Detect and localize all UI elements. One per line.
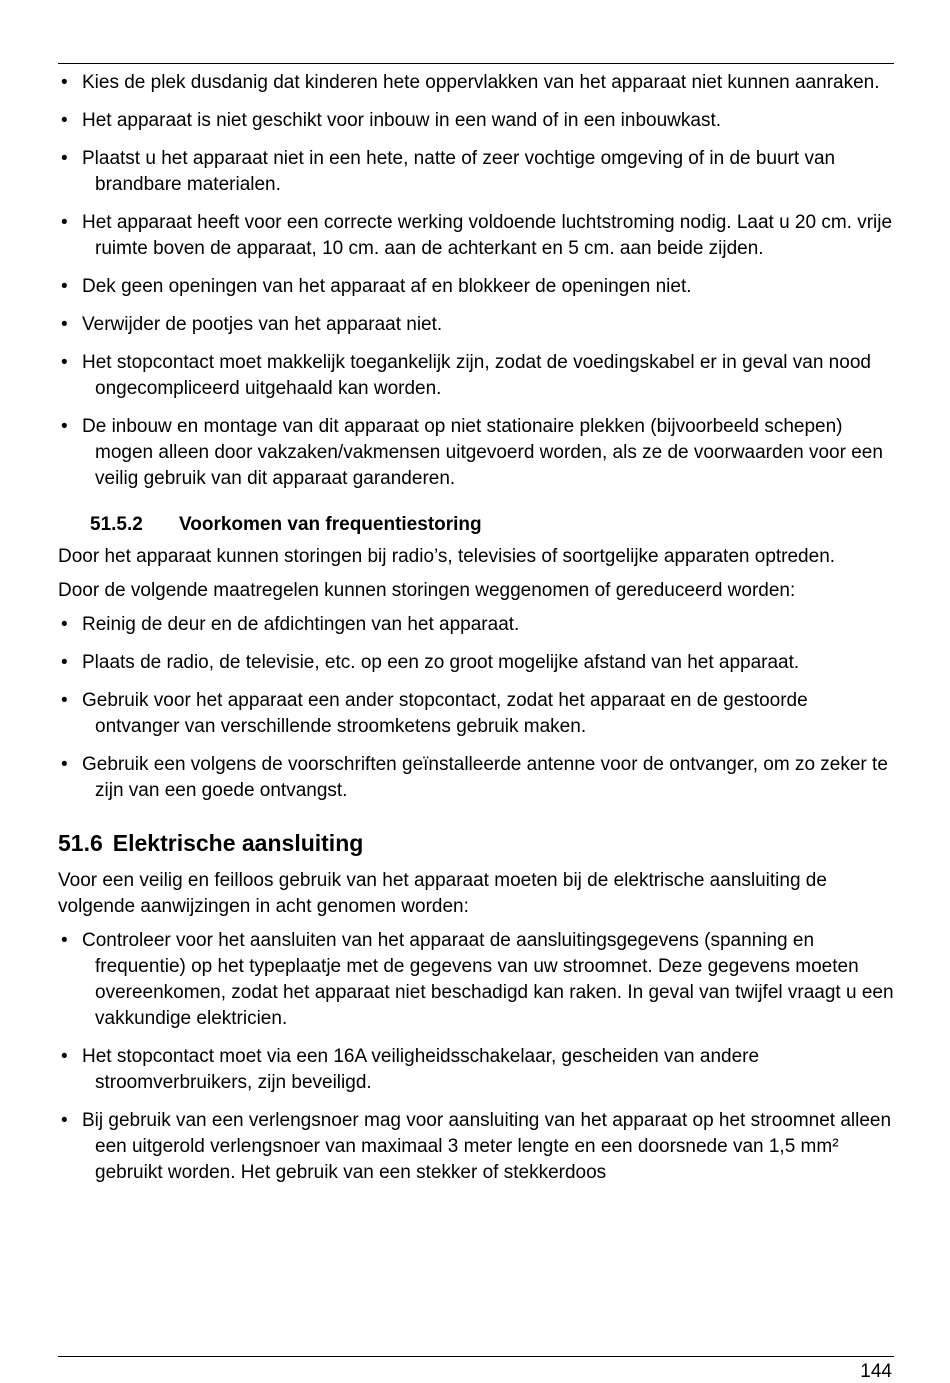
section-heading (58, 828, 894, 858)
bottom-rule (58, 1356, 894, 1357)
list-item-text: Plaats de radio, de televisie, etc. op een zo groot mogelijke afstand van het apparaat. (82, 652, 800, 673)
bullet-icon: • (61, 212, 68, 233)
bullet-icon: • (61, 276, 68, 297)
bullet-icon: • (61, 1110, 68, 1131)
subsection-paragraph-1: Door het apparaat kunnen storingen bij radio’s, televisies of soortgelijke apparaten optreden. (58, 546, 836, 567)
list-item (58, 752, 894, 804)
list-item-text: Het apparaat is niet geschikt voor inbouw in een wand of in een inbouwkast. (82, 110, 722, 131)
list-item-text: Kies de plek dusdanig dat kinderen hete oppervlakken van het apparaat niet kunnen aanraken. (82, 72, 880, 93)
list-item (58, 350, 894, 402)
list-item (58, 274, 894, 300)
page-content (58, 70, 894, 1198)
list-item (58, 612, 894, 638)
list-item (58, 688, 894, 740)
list-item (58, 146, 894, 198)
list-item (58, 650, 894, 676)
bullet-icon: • (61, 72, 68, 93)
list-item-text: Het apparaat heeft voor een correcte werking voldoende luchtstroming nodig. Laat u 20 cm. vrije ruimte boven de apparaat, 10 cm. aan de achterkant en 5 cm. aan beide zijden. (82, 212, 893, 259)
list-item-text: Gebruik voor het apparaat een ander stopcontact, zodat het apparaat en de gestoorde ontvanger van verschillende stroomketens gebruik maken. (82, 690, 808, 737)
list-item-text: Het stopcontact moet makkelijk toegankelijk zijn, zodat de voedingskabel er in geval van nood ongecompliceerd uitgehaald kan worden. (82, 352, 871, 399)
bullet-icon: • (61, 652, 68, 673)
top-rule (58, 63, 894, 64)
bullet-icon: • (61, 930, 68, 951)
list-item (58, 210, 894, 262)
list-item-text: Gebruik een volgens de voorschriften geïnstalleerde antenne voor de ontvanger, om zo zeker te zijn van een goede ontvangst. (82, 754, 888, 801)
list-item-text: Verwijder de pootjes van het apparaat niet. (82, 314, 443, 335)
bullet-icon: • (61, 416, 68, 437)
subsection-title: Voorkomen van frequentiestoring (179, 514, 482, 535)
subsection-heading (90, 512, 894, 538)
list-item-text: Het stopcontact moet via een 16A veiligheidsschakelaar, gescheiden van andere stroomverbruikers, zijn beveiligd. (82, 1046, 760, 1093)
bullet-icon: • (61, 148, 68, 169)
list-item-text: Controleer voor het aansluiten van het apparaat de aansluitingsgegevens (spanning en frequentie) op het typeplaatje met de gegevens van uw stroomnet. Deze gegevens moeten overeenkomen, zodat het apparaat niet beschadigd kan raken. In geval van twijfel vraagt u een vakkundige elektricien. (82, 930, 894, 1029)
bullet-icon: • (61, 1046, 68, 1067)
list-item-text: Plaatst u het apparaat niet in een hete, natte of zeer vochtige omgeving of in de buurt van brandbare materialen. (82, 148, 836, 195)
bullet-icon: • (61, 352, 68, 373)
intro-bullet-list (58, 70, 894, 492)
page-number: 144 (860, 1361, 892, 1382)
list-item (58, 1044, 894, 1096)
electrical-bullet-list (58, 928, 894, 1186)
section-number: 51.6 (58, 830, 103, 856)
list-item (58, 108, 894, 134)
interference-bullet-list (58, 612, 894, 804)
subsection-paragraph-2: Door de volgende maatregelen kunnen storingen weggenomen of gereduceerd worden: (58, 580, 796, 601)
list-item-text: Dek geen openingen van het apparaat af en blokkeer de openingen niet. (82, 276, 692, 297)
list-item (58, 1108, 894, 1186)
list-item-text: De inbouw en montage van dit apparaat op niet stationaire plekken (bijvoorbeeld schepen) mogen alleen door vakzaken/vakmensen uitgevoerd worden, als ze de voorwaarden voor een veilig gebruik van dit apparaat garanderen. (82, 416, 883, 489)
section-title: Elektrische aansluiting (112, 830, 364, 856)
list-item-text: Bij gebruik van een verlengsnoer mag voor aansluiting van het apparaat op het stroomnet alleen een uitgerold verlengsnoer van maximaal 3 meter lengte en een doorsnede van 1,5 mm² gebruikt worden. Het gebruik van een stekker of stekkerdoos (82, 1110, 892, 1183)
bullet-icon: • (61, 110, 68, 131)
bullet-icon: • (61, 314, 68, 335)
bullet-icon: • (61, 690, 68, 711)
list-item (58, 928, 894, 1032)
bullet-icon: • (61, 614, 68, 635)
subsection-number: 51.5.2 (90, 514, 143, 535)
section-intro: Voor een veilig en feilloos gebruik van het apparaat moeten bij de elektrische aansluiting de volgende aanwijzingen in acht genomen worden: (58, 870, 827, 917)
bullet-icon: • (61, 754, 68, 775)
list-item (58, 312, 894, 338)
list-item (58, 414, 894, 492)
list-item (58, 70, 894, 96)
list-item-text: Reinig de deur en de afdichtingen van het apparaat. (82, 614, 520, 635)
